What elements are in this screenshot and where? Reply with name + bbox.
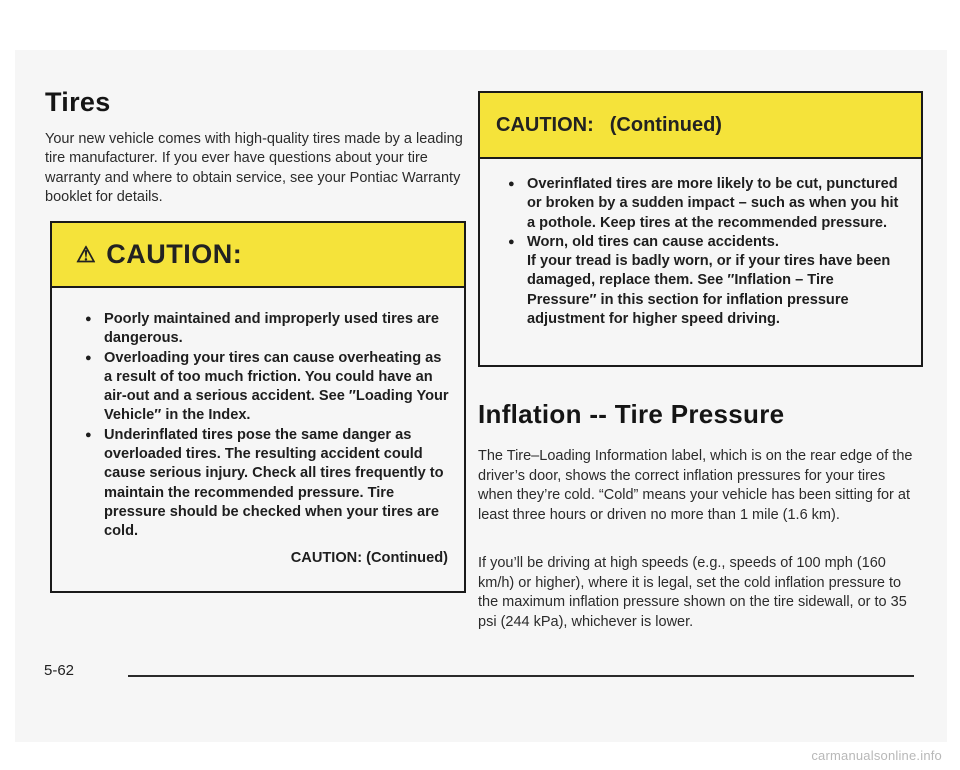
inflation-paragraph-2: If you’ll be driving at high speeds (e.g., speeds of 100 mph (160 km/h) or higher), where it is legal, set the cold inflation pressure to the maximum inflation pressure shown on the tire sidewall, or to 35 psi (244 kPa), whichever is lower.	[478, 555, 907, 630]
caution-label: CAUTION:	[106, 239, 243, 269]
caution-item: ● Overloading your tires can cause overheating as a result of too much friction. You could have an air-out and a serious accident. See ″Loading Your Vehicle″ in the Index.	[104, 349, 450, 426]
caution-label: CAUTION:	[496, 113, 594, 136]
tires-section	[45, 88, 465, 208]
caution-item: ● Poorly maintained and improperly used tires are dangerous.	[104, 310, 450, 349]
warning-triangle-icon: ⚠	[76, 241, 97, 267]
caution-header	[480, 93, 921, 159]
watermark: carmanualsonline.info	[811, 748, 942, 763]
caution-list	[52, 288, 464, 542]
caution-box-tires	[50, 221, 466, 593]
footer-divider	[128, 675, 914, 677]
inflation-title: Inflation -- Tire Pressure	[478, 399, 785, 429]
caution-box-continued	[478, 91, 923, 367]
caution-item: ● Worn, old tires can cause accidents. If your tread is badly worn, or if your tires have been damaged, replace them. See ″Inflation – Tire Pressure″ in this section for inflation pressure adjustment for higher speed driving.	[527, 233, 905, 329]
caution-continued-note: CAUTION: (Continued)	[290, 549, 448, 566]
tires-title: Tires	[45, 87, 111, 117]
inflation-paragraph-1: The Tire–Loading Information label, which is on the rear edge of the driver’s door, shows the correct inflation pressures for your tires when they’re cold. “Cold” means your vehicle has been sitting for at least three hours or driven no more than 1 mile (1.6 km).	[478, 448, 913, 523]
page-number: 5-62	[44, 662, 75, 679]
caution-item: ● Underinflated tires pose the same danger as overloaded tires. The resulting accident could cause serious injury. Check all tires frequently to maintain the recommended pressure. Tire pressure should be checked when your tires are cold.	[104, 426, 450, 542]
caution-header	[52, 223, 464, 288]
caution-continued-label: (Continued)	[609, 113, 722, 136]
caution-item: ● Overinflated tires are more likely to be cut, punctured or broken by a sudden impact – such as when you hit a pothole. Keep tires at the recommended pressure.	[527, 175, 905, 233]
caution-list	[480, 159, 921, 329]
tires-intro-paragraph: Your new vehicle comes with high-quality tires made by a leading tire manufacturer. If you ever have questions about your tire warranty and where to obtain service, see your Pontiac Warranty booklet for details.	[45, 130, 463, 206]
caution-item-detail: If your tread is badly worn, or if your tires have been damaged, replace them. See ″Inflation – Tire Pressure″ in this section for inflation pressure adjustment for higher speed driving.	[527, 253, 891, 328]
